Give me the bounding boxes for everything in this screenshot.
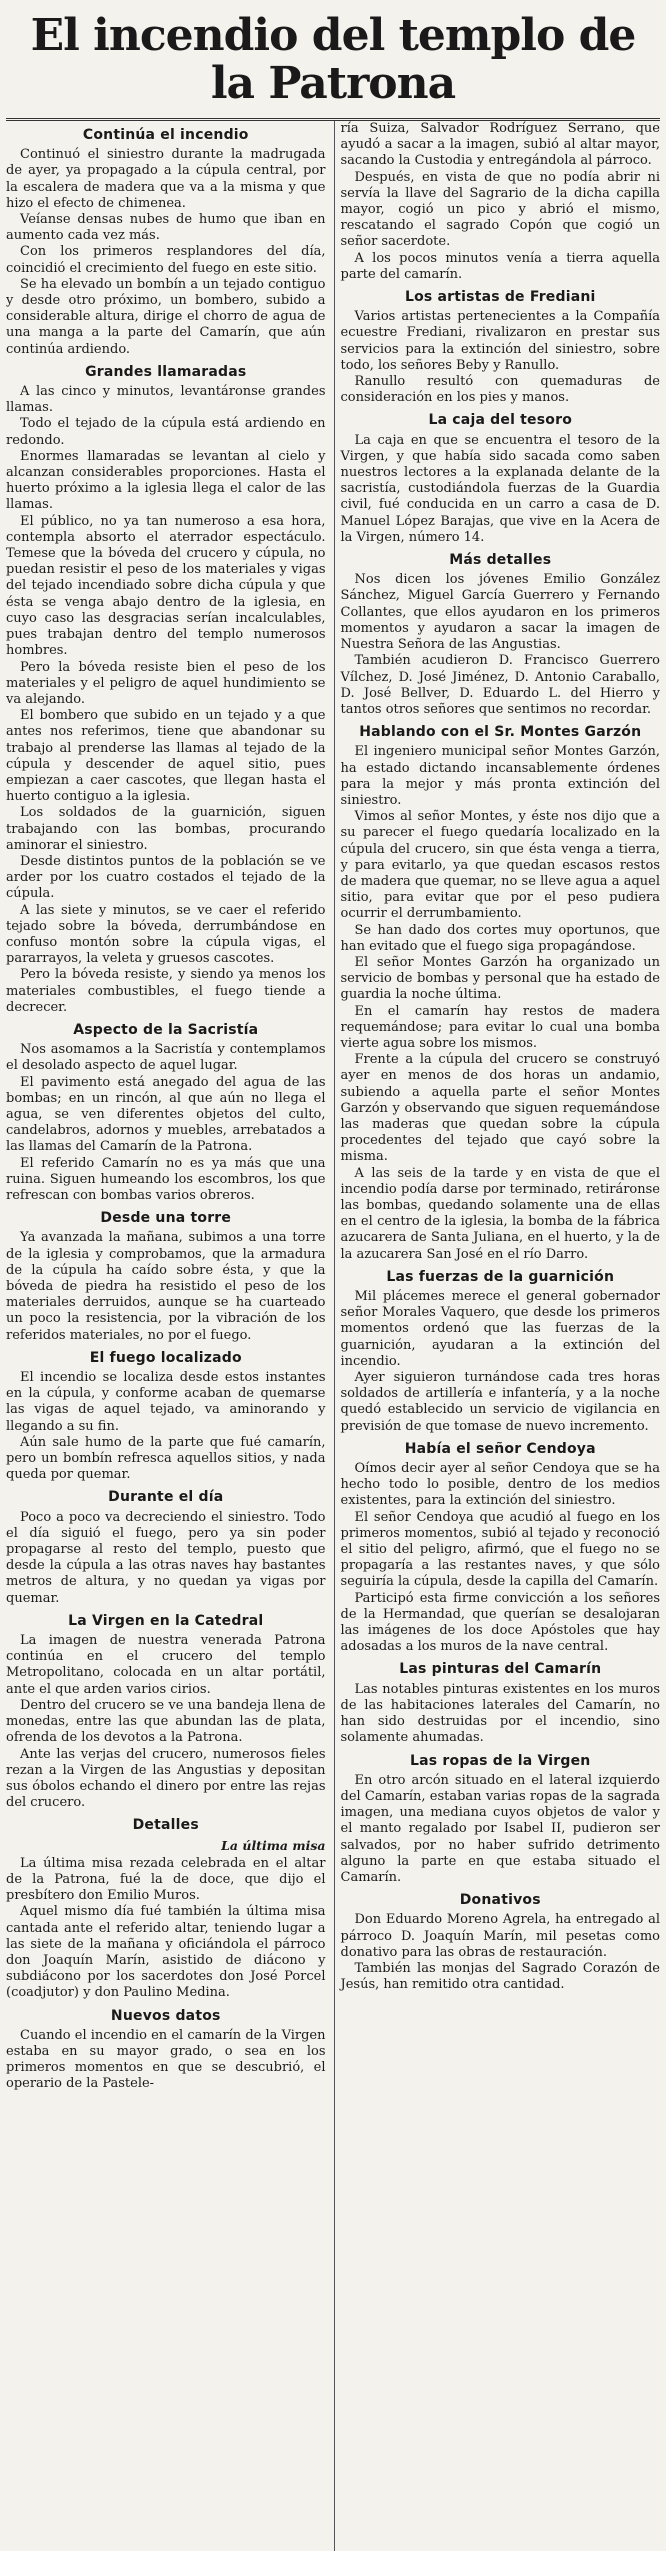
section-heading: Donativos (459, 1892, 541, 1909)
paragraph: Pero la bóveda resiste bien el peso de los materiales y el peligro de aquel hundimiento se va alejando. (6, 659, 326, 707)
section-heading: Las pinturas del Camarín (399, 1661, 602, 1678)
column-left (6, 121, 326, 2551)
paragraph: Aquel mismo día fué también la última misa cantada ante el referido altar, teniendo lugar a las siete de la mañana y oficiándola el párroco don Joaquín Marín, asistido de diácono y subdiácono por los sacerdotes don José Porcel (coadjutor) y don Paulino Medina. (6, 1904, 326, 2001)
paragraph: Después, en vista de que no podía abrir ni servía la llave del Sagrario de la dicha capilla mayor, cogió un pico y abrió el mismo, rescatando el sagrado Copón que cogió un señor sacerdote. (340, 169, 660, 250)
paragraph: Nos asomamos a la Sacristía y contemplamos el desolado aspecto de aquel lugar. (6, 1042, 326, 1074)
paragraph: Se han dado dos cortes muy oportunos, que han evitado que el fuego siga propagándose. (340, 922, 660, 954)
paragraph: Don Eduardo Moreno Agrela, ha entregado al párroco D. Joaquín Marín, mil pesetas como donativo para las obras de restauración. (340, 1912, 660, 1960)
paragraph: A los pocos minutos venía a tierra aquella parte del camarín. (340, 250, 660, 282)
section-heading: Durante el día (108, 1489, 224, 1506)
paragraph: Poco a poco va decreciendo el siniestro. Todo el día siguió el fuego, pero ya sin poder propagarse al resto del templo, puesto que desde la cúpula a las otras naves hay bastantes metros de altura, y no quedan ya vigas por quemar. (6, 1509, 326, 1606)
paragraph: Los soldados de la guarnición, siguen trabajando con las bombas, procurando aminorar el siniestro. (6, 805, 326, 853)
section-heading: La caja del tesoro (428, 412, 573, 429)
section-heading: Detalles (132, 1817, 199, 1834)
paragraph: El ingeniero municipal señor Montes Garzón, ha estado dictando incansablemente órdenes para la mejor y más pronta extinción del siniestro. (340, 744, 660, 808)
paragraph: Dentro del crucero se ve una bandeja llena de monedas, entre las que abundan las de plata, ofrenda de los devotos a la Patrona. (6, 1697, 326, 1746)
paragraph: Las notables pinturas existentes en los muros de las habitaciones laterales del Camarín, no han sido destruidas por el incendio, sino solamente ahumadas. (340, 1681, 660, 1746)
column-right (334, 121, 661, 2551)
paragraph: Veíanse densas nubes de humo que iban en aumento cada vez más. (6, 212, 326, 244)
paragraph: El incendio se localiza desde estos instantes en la cúpula, y conforme acaban de quemarse las vigas de aquel tejado, va aminorando y llegando a su fin. (6, 1370, 326, 1434)
section-heading: Las ropas de la Virgen (410, 1752, 591, 1769)
section-heading: Grandes llamaradas (85, 363, 247, 380)
paragraph: Mil plácemes merece el general gobernador señor Morales Vaquero, que desde los primeros momentos ordenó que las fuerzas de la guarnición, ayudaran a la extinción del incendio. (340, 1289, 660, 1369)
paragraph: A las seis de la tarde y en vista de que el incendio podía darse por terminado, retiráronse las bombas, quedando solamente una de ellas en el centro de la iglesia, la bomba de la fábrica azucarera de Santa Juliana, en el huerto, y la de la azucarera San José en el río Darro. (340, 1165, 660, 1262)
section-heading: Las fuerzas de la guarnición (386, 1268, 615, 1285)
paragraph: El señor Cendoya que acudió al fuego en los primeros momentos, subió al tejado y reconoció el sitio del peligro, afirmó, que el fuego no se propagaría a las restantes naves, y que sólo seguiría la cúpula, desde la capilla del Camarín. (340, 1509, 660, 1590)
paragraph: En otro arcón situado en el lateral izquierdo del Camarín, estaban varias ropas de la sagrada imagen, una mediana cuyos objetos de valor y el manto regalado por Isabel II, pudieron ser salvados, por no haber sufrido detrimento alguno la parte en que estaba situado el Camarín. (340, 1772, 660, 1885)
section-heading: Continúa el incendio (82, 127, 249, 143)
headline: El incendio del templo de la Patrona (6, 6, 660, 121)
paragraph: Continuó el siniestro durante la madrugada de ayer, ya propagado a la cúpula central, por la escalera de madera que va a la misma y que hizo el efecto de chimenea. (6, 147, 326, 211)
paragraph: Ante las verjas del crucero, numerosos fieles rezan a la Virgen de las Angustias y depositan sus óbolos echando el dinero por entre las rejas del crucero. (6, 1746, 326, 1811)
paragraph: ría Suiza, Salvador Rodríguez Serrano, que ayudó a sacar a la imagen, subió al altar mayor, sacando la Custodia y entregándola al párroco. (340, 121, 660, 169)
paragraph: Con los primeros resplandores del día, coincidió el crecimiento del fuego en este sitio. (6, 244, 326, 276)
section-heading: Aspecto de la Sacristía (73, 1021, 259, 1038)
paragraph: Vimos al señor Montes, y éste nos dijo que a su parecer el fuego quedaría localizado en la cúpula del crucero, sin que ésta venga a tierra, y para evitarlo, ya que quedan escasos restos de madera que quemar, no se lleve agua a aquel sitio, para evitar que por el peso pudiera ocurrir el derrumbamiento. (340, 809, 660, 922)
paragraph: La imagen de nuestra venerada Patrona continúa en el crucero del templo Metropolitano, colocada en un altar portátil, ante el que arden varios cirios. (6, 1633, 326, 1697)
paragraph: El público, no ya tan numeroso a esa hora, contempla absorto el aterrador espectáculo. Temese que la bóveda del crucero y cúpula, no puedan resistir el peso de los materiales y vigas del tejado incendiado sobre dicha cúpula y que ésta se venga abajo dentro de la iglesia, en cuyo caso las desgracias serían incalculables, pues trabajan dentro del templo numerosos hombres. (6, 513, 326, 659)
paragraph: Ya avanzada la mañana, subimos a una torre de la iglesia y comprobamos, que la armadura de la cúpula ha caído sobre ésta, y que la bóveda de piedra ha resistido el peso de los materiales derruidos, aunque se ha cuarteado un poco la resistencia, por la vibración de los referidos materiales, no por el fuego. (6, 1230, 326, 1343)
paragraph: A las cinco y minutos, levantáronse grandes llamas. (6, 384, 326, 416)
paragraph: Desde distintos puntos de la población se ve arder por los cuatro costados el tejado de la cúpula. (6, 853, 326, 902)
paragraph: Participó esta firme convicción a los señores de la Hermandad, que querían se desalojaran las imágenes de los doce Apóstoles que hay adosadas a los muros de la nave central. (340, 1590, 660, 1655)
paragraph: También las monjas del Sagrado Corazón de Jesús, han remitido otra cantidad. (340, 1960, 660, 1993)
paragraph: El señor Montes Garzón ha organizado un servicio de bombas y personal que ha estado de guardia la noche última. (340, 954, 660, 1003)
paragraph: Pero la bóveda resiste, y siendo ya menos los materiales combustibles, el fuego tiende a decrecer. (6, 967, 326, 1015)
paragraph: Nos dicen los jóvenes Emilio González Sánchez, Miguel García Guerrero y Fernando Collantes, que ellos ayudaron en los primeros momentos y ayudaron a sacar la imagen de Nuestra Señora de las Angustias. (340, 572, 660, 653)
subsection-heading: La última misa (221, 1837, 326, 1853)
paragraph: Aún sale humo de la parte que fué camarín, pero un bombín refresca aquellos sitios, y nada queda por quemar. (6, 1434, 326, 1483)
section-heading: Hablando con el Sr. Montes Garzón (359, 724, 642, 741)
paragraph: En el camarín hay restos de madera requemándose; para evitar lo cual una bomba vierte agua sobre los mismos. (340, 1003, 660, 1051)
paragraph: Ayer siguieron turnándose cada tres horas soldados de artillería e infantería, y a la noche quedó establecido un servicio de vigilancia en previsión de que tomase de nuevo incremento. (340, 1370, 660, 1434)
paragraph: Oímos decir ayer al señor Cendoya que se ha hecho todo lo posible, dentro de los medios existentes, para la extinción del siniestro. (340, 1461, 660, 1509)
paragraph: A las siete y minutos, se ve caer el referido tejado sobre la bóveda, derrumbándose en confuso montón sobre la cúpula vigas, el pararrayos, la veleta y gruesos cascotes. (6, 902, 326, 967)
paragraph: Todo el tejado de la cúpula está ardiendo en redondo. (6, 416, 326, 448)
section-heading: La Virgen en la Catedral (68, 1612, 264, 1629)
paragraph: Se ha elevado un bombín a un tejado contiguo y desde otro próximo, un bombero, subido a considerable altura, dirige el chorro de agua de una manga a la parte del Camarín, que aún continúa ardiendo. (6, 276, 326, 357)
section-heading: Había el señor Cendoya (404, 1440, 596, 1457)
section-heading: Los artistas de Frediani (404, 289, 596, 306)
article-columns (6, 121, 660, 2551)
paragraph: Enormes llamaradas se levantan al cielo y alcanzan considerables proporciones. Hasta el huerto próximo a la iglesia llega el calor de las llamas. (6, 448, 326, 513)
section-heading: Nuevos datos (110, 2007, 221, 2024)
section-heading: Desde una torre (100, 1210, 232, 1227)
paragraph: La caja en que se encuentra el tesoro de la Virgen, y que había sido sacada como saben nuestros lectores a la explanada delante de la sacristía, custodiándola fuerzas de la Guardia civil, fué conducida en un carro a casa de D. Manuel López Barajas, que vive en la Acera de la Virgen, número 14. (340, 432, 660, 545)
paragraph: La última misa rezada celebrada en el altar de la Patrona, fué la de doce, que dijo el presbítero don Emilio Muros. (6, 1855, 326, 1904)
section-heading: Más detalles (449, 552, 552, 569)
paragraph: Ranullo resultó con quemaduras de consideración en los pies y manos. (340, 374, 660, 406)
section-heading: El fuego localizado (89, 1349, 242, 1366)
paragraph: Varios artistas pertenecientes a la Compañía ecuestre Frediani, rivalizaron en prestar sus servicios para la extinción del siniestro, sobre todo, los señores Beby y Ranullo. (340, 309, 660, 373)
paragraph: También acudieron D. Francisco Guerrero Vílchez, D. José Jiménez, D. Antonio Caraballo, D. José Bellver, D. Eduardo L. del Hierro y tantos otros señores que sentimos no recordar. (340, 653, 660, 717)
paragraph: El pavimento está anegado del agua de las bombas; en un rincón, al que aún no llega el agua, se ven diferentes objetos del culto, candelabros, adornos y muebles, arrebatados a las llamas del Camarín de la Patrona. (6, 1074, 326, 1155)
paragraph: Cuando el incendio en el camarín de la Virgen estaba en su mayor grado, o sea en los primeros momentos en que se descubrió, el operario de la Pastele- (6, 2027, 326, 2092)
paragraph: El bombero que subido en un tejado y a que antes nos referimos, tiene que abandonar su trabajo al prenderse las llamas al tejado de la cúpula y descender de aquel sitio, pues empiezan a caer cascotes, que llegan hasta el huerto contiguo a la iglesia. (6, 708, 326, 805)
paragraph: El referido Camarín no es ya más que una ruina. Siguen humeando los escombros, los que refrescan con bombas varios obreros. (6, 1155, 326, 1203)
paragraph: Frente a la cúpula del crucero se construyó ayer en menos de dos horas un andamio, subiendo a aquella parte el señor Montes Garzón y observando que siguen requemándose las maderas que quedan sobre la cúpula procedentes del tejado que cayó sobre la misma. (340, 1052, 660, 1165)
